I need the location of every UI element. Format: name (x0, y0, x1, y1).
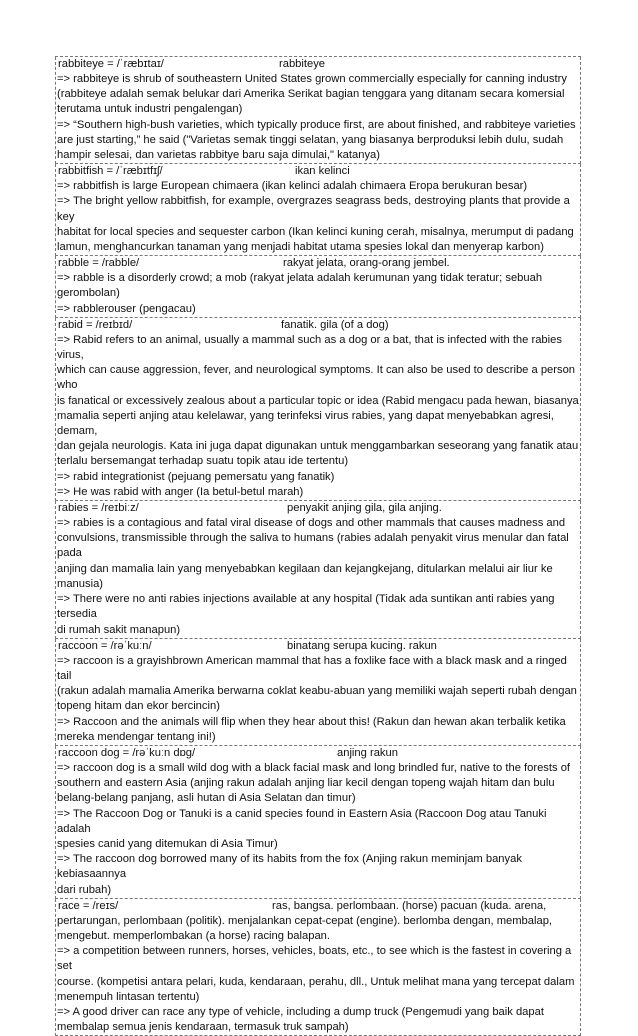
definition-line: menempuh lintasan tertentu) (57, 990, 200, 1003)
definition-line: mamalia seperti anjing atau kelelawar, yang terinfeksi virus rabies, yang dapat menyebabkan agresi, demam, (57, 409, 554, 438)
definition-line: pertarungan, perlombaan (politik). menjalankan cepat-cepat (engine). berlomba dengan, membalap, (57, 914, 553, 927)
example-line: => There were no anti rabies injections available at any hospital (Tidak ada suntikan anti rabies yang tersedia (57, 593, 555, 621)
example-line: di rumah sakit manapun) (57, 623, 181, 636)
definition-line: which can cause aggression, fever, and neurological symptoms. It can also be used to describe a person who (57, 364, 576, 392)
gloss: rakyat jelata, orang-orang jembel. (283, 257, 450, 270)
gloss: rabbiteye (279, 58, 326, 70)
definition-line: manusia) (57, 577, 104, 590)
definition-line: gerombolan) (57, 287, 120, 300)
headword-row (57, 746, 579, 761)
definition-line: is fanatical or excessively zealous about a particular topic or idea (Rabid mengacu pada hewan, biasanya (57, 394, 579, 407)
definition-line: (rabbiteye adalah semak belukar dari Amerika Serikat bagian tenggara yang ditanam secara komersial (57, 88, 565, 101)
entry-rabbiteye (55, 57, 581, 164)
example-line: membalap semua jenis kendaraan, termasuk truk sampah) (57, 1021, 349, 1034)
example-line: lamun, menghancurkan tanaman yang menjadi habitat utama spesies lokal dan menyerap karbon) (57, 241, 544, 254)
entry-raccoon-dog (55, 746, 581, 899)
definition-line: terutama untuk industri pengalengan) (57, 103, 243, 116)
entry-race (55, 899, 581, 1036)
gloss: ras, bangsa. perlombaan. (horse) pacuan (kuda. arena, (272, 899, 547, 912)
example-line: hampir selesai, dan varietas rabbitye baru saja dimulai," katanya) (57, 149, 380, 162)
gloss: fanatik. gila (of a dog) (281, 318, 389, 331)
definition-line: dan gejala neurologis. Kata ini juga dapat digunakan untuk menggambarkan seseorang yang fanatik atau (57, 440, 579, 453)
headword: rabbiteye = /ˈræbɪtaɪ/ (58, 58, 164, 70)
example-line: spesies canid yang ditemukan di Asia Timur) (57, 837, 278, 850)
definition-line: => Rabid refers to an animal, usually a mammal such as a dog or a bat, that is infected with the rabies virus, (57, 333, 562, 362)
definition-line: => rabble is a disorderly crowd; a mob (rakyat jelata adalah kerumunan yang tidak teratur; sebuah (57, 272, 543, 285)
example-line: => “Southern high-bush varieties, which typically produce first, are about finished, and rabbiteye varieties (57, 118, 576, 131)
entry-rabid (55, 318, 581, 501)
gloss: binatang serupa kucing. rakun (287, 639, 437, 652)
example-line: mereka mendengar tentang ini!) (57, 730, 216, 743)
definition-line: (rakun adalah mamalia Amerika berwarna coklat keabu-abuan yang memiliki wajah seperti rubah dengan (57, 685, 577, 698)
headword-row (57, 501, 579, 516)
definition-line: course. (kompetisi antara pelari, kuda, kendaraan, perahu, dll., Untuk melihat mana yang tercepat dalam (57, 975, 575, 988)
example-line: => rabblerouser (pengacau) (57, 302, 196, 315)
gloss: penyakit anjing gila, gila anjing. (287, 502, 442, 515)
example-line: habitat for local species and sequester carbon (Ikan kelinci kuning cerah, misalnya, merumput di padang (57, 225, 574, 238)
definition-line: convulsions, transmissible through the saliva to humans (rabies adalah penyakit virus menular dan fatal pada (57, 532, 569, 560)
headword-row (57, 164, 579, 179)
definition-line: southern and eastern Asia (anjing rakun adalah anjing liar kecil dengan topeng wajah hitam dan bulu (57, 777, 555, 790)
entry-rabbitfish (55, 164, 581, 256)
definition-line: terlalu bersemangat terhadap suatu topik atau ide tertentu) (57, 455, 349, 468)
headword: rabble = /rabble/ (58, 257, 140, 270)
definition-line: belang-belang panjang, asli hutan di Asia Selatan dan timur) (57, 792, 356, 805)
headword-row (57, 899, 579, 914)
definition-line: => rabbiteye is shrub of southeastern United States grown commercially especially for canning industry (57, 73, 567, 85)
entry-rabies (55, 501, 581, 639)
headword-row (57, 639, 579, 654)
definition-line: => rabbitfish is large European chimaera (ikan kelinci adalah chimaera Eropa berukuran besar) (57, 180, 528, 193)
example-line: => The bright yellow rabbitfish, for example, overgrazes seagrass beds, destroying plants that provide a key (57, 195, 570, 223)
headword: raccoon dog = /rəˈkuːn dɒɡ/ (58, 746, 196, 759)
headword-row (57, 256, 579, 271)
example-line: => A good driver can race any type of vehicle, including a dump truck (Pengemudi yang baik dapat (57, 1005, 544, 1018)
gloss: ikan kelinci (295, 165, 350, 178)
definition-line: topeng hitam dan ekor bercincin) (57, 700, 220, 713)
example-line: => The Raccoon Dog or Tanuki is a canid species found in Eastern Asia (Raccoon Dog atau Tanuki adalah (57, 807, 547, 835)
gloss: anjing rakun (337, 746, 398, 759)
headword: rabid = /reɪbɪd/ (58, 318, 133, 331)
headword: raccoon = /rəˈkuːn/ (58, 639, 152, 652)
example-line: are just starting,” he said ("Varietas semak tinggi selatan, yang biasanya berproduksi lebih dulu, sudah (57, 133, 564, 146)
entry-rabble (55, 256, 581, 318)
headword: rabies = /reɪbiːz/ (58, 502, 139, 515)
example-line: dari rubah) (57, 883, 112, 896)
headword-row (57, 318, 579, 333)
definition-line: => raccoon is a grayishbrown American mammal that has a foxlike face with a black mask and a ringed tail (57, 654, 567, 682)
definition-line: mengebut. memperlombakan (a horse) racing balapan. (57, 929, 331, 942)
headword: rabbitfish = /ˈræbɪtfɪʃ/ (58, 165, 163, 178)
example-line: => rabid integrationist (pejuang pemersatu yang fanatik) (57, 470, 335, 483)
definition-line: => rabies is a contagious and fatal viral disease of dogs and other mammals that causes madness and (57, 517, 566, 530)
headword: race = /reɪs/ (58, 899, 119, 912)
definition-line: => raccoon dog is a small wild dog with a black facial mask and long brindled fur, native to the forests of (57, 761, 571, 774)
dictionary-document (55, 56, 581, 1036)
definition-line: anjing dan mamalia lain yang menyebabkan kegilaan dan kejangkejang, ditularkan melalui air liur ke (57, 562, 553, 575)
example-line: => The raccoon dog borrowed many of its habits from the fox (Anjing rakun meminjam banyak kebiasaannya (57, 853, 522, 881)
definition-line: => a competition between runners, horses, vehicles, boats, etc., to see which is the fastest in covering a set (57, 945, 572, 973)
example-line: => He was rabid with anger (Ia betul-betul marah) (57, 485, 304, 498)
entry-raccoon (55, 639, 581, 746)
headword-row (57, 57, 579, 72)
example-line: => Raccoon and the animals will flip when they hear about this! (Rakun dan hewan akan terbalik ketika (57, 715, 566, 728)
